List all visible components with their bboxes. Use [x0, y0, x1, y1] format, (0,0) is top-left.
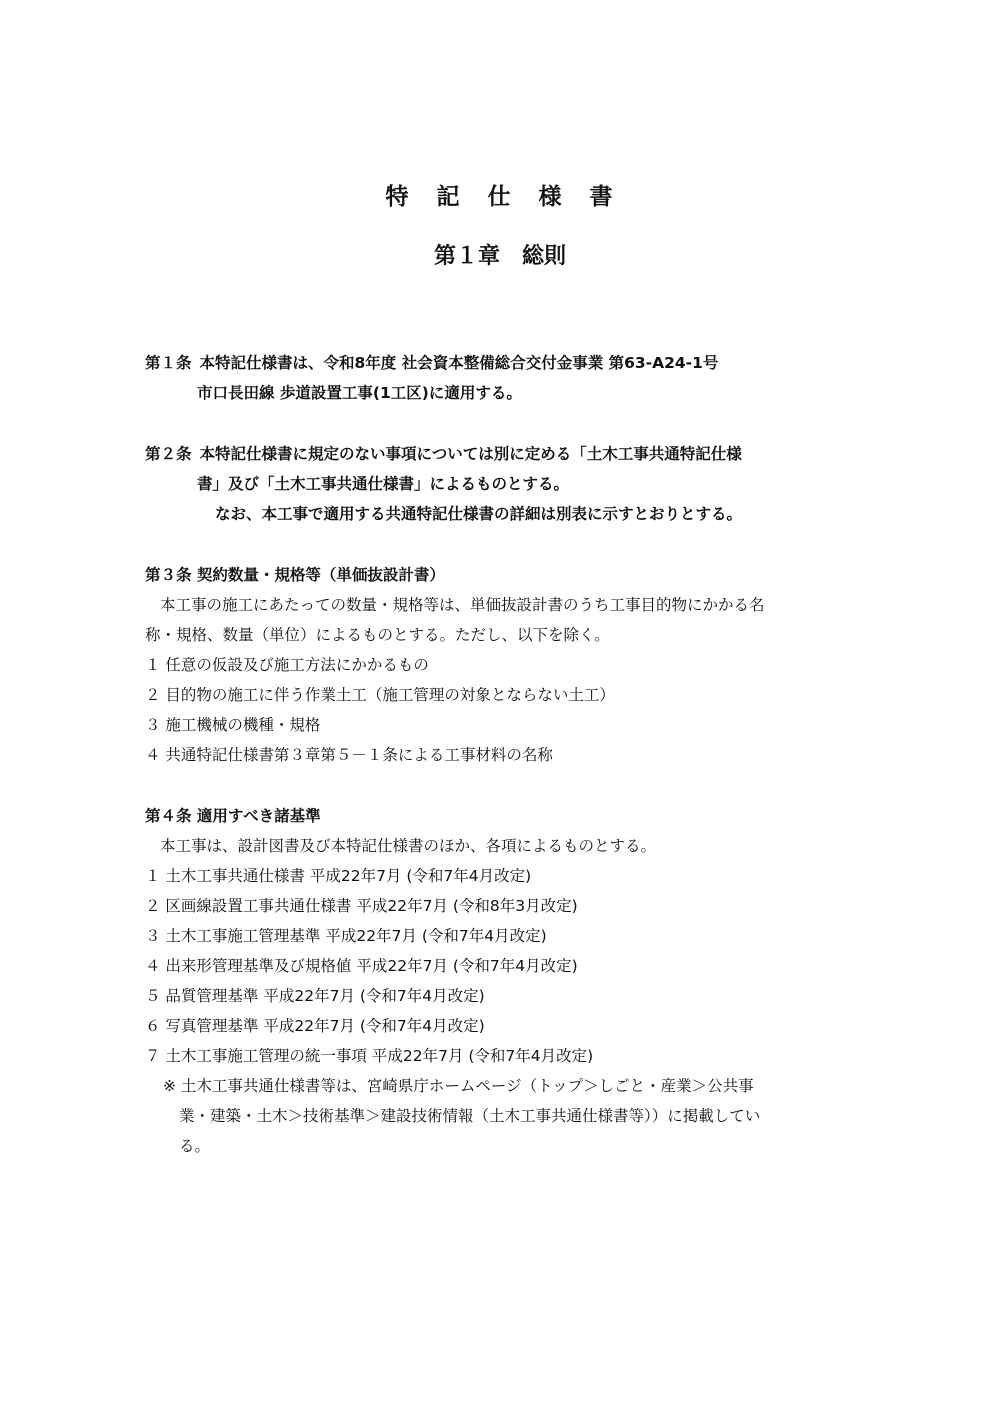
article-1-line-2: 市口長田線 歩道設置工事(1工区)に適用する。	[197, 384, 522, 402]
list-item: ７ 土木工事施工管理の統一事項 平成22年7月 (令和7年4月改定)	[145, 1047, 594, 1065]
article-2-label: 第２条	[145, 445, 192, 463]
list-item: ２ 区画線設置工事共通仕様書 平成22年7月 (令和8年3月改定)	[145, 897, 578, 915]
article-3-para-line-1: 本工事の施工にあたっての数量・規格等は、単価抜設計書のうち工事目的物にかかる名	[160, 596, 765, 614]
article-3	[145, 560, 865, 770]
article-4-para: 本工事は、設計図書及び本特記仕様書のほか、各項によるものとする。	[160, 837, 657, 855]
note-line-2: 業・建築・土木＞技術基準＞建設技術情報（土木工事共通仕様書等））に掲載してい	[179, 1107, 761, 1125]
article-4	[145, 801, 865, 1161]
article-1-line-1: 第１条 本特記仕様書は、令和8年度 社会資本整備総合交付金事業 第63-A24-1号	[145, 354, 719, 372]
list-item: ３ 施工機械の機種・規格	[145, 716, 321, 734]
article-3-heading: 第３条 契約数量・規格等（単価抜設計書）	[145, 566, 445, 584]
note-line-1: ※ 土木工事共通仕様書等は、宮崎県庁ホームページ（トップ＞しごと・産業＞公共事	[163, 1077, 754, 1095]
note-line-3: る。	[179, 1137, 211, 1155]
article-2-line-1: 第２条 本特記仕様書に規定のない事項については別に定める「土木工事共通特記仕様	[145, 445, 742, 463]
list-item: ５ 品質管理基準 平成22年7月 (令和7年4月改定)	[145, 987, 485, 1005]
chapter-title: 第１章 総則	[433, 244, 566, 269]
list-item: ３ 土木工事施工管理基準 平成22年7月 (令和7年4月改定)	[145, 927, 547, 945]
list-item: １ 任意の仮設及び施工方法にかかるもの	[145, 656, 429, 674]
article-1-label: 第１条	[145, 354, 192, 372]
article-1	[145, 348, 865, 408]
article-2-line-3: なお、本工事で適用する共通特記仕様書の詳細は別表に示すとおりとする。	[215, 505, 743, 523]
article-3-para-line-2: 称・規格、数量（単位）によるものとする。ただし、以下を除く。	[145, 626, 610, 644]
document-title: 特 記 仕 様 書	[385, 184, 623, 210]
article-4-heading: 第４条 適用すべき諸基準	[145, 807, 321, 825]
list-item: ２ 目的物の施工に伴う作業土工（施工管理の対象とならない土工）	[145, 686, 615, 704]
article-2	[145, 439, 865, 529]
document-body	[145, 348, 865, 1161]
list-item: ４ 共通特記仕様書第３章第５－１条による工事材料の名称	[145, 746, 553, 764]
list-item: ６ 写真管理基準 平成22年7月 (令和7年4月改定)	[145, 1017, 485, 1035]
article-2-line-2: 書」及び「土木工事共通仕様書」によるものとする。	[197, 475, 570, 493]
list-item: ４ 出来形管理基準及び規格値 平成22年7月 (令和7年4月改定)	[145, 957, 578, 975]
list-item: １ 土木工事共通仕様書 平成22年7月 (令和7年4月改定)	[145, 867, 532, 885]
